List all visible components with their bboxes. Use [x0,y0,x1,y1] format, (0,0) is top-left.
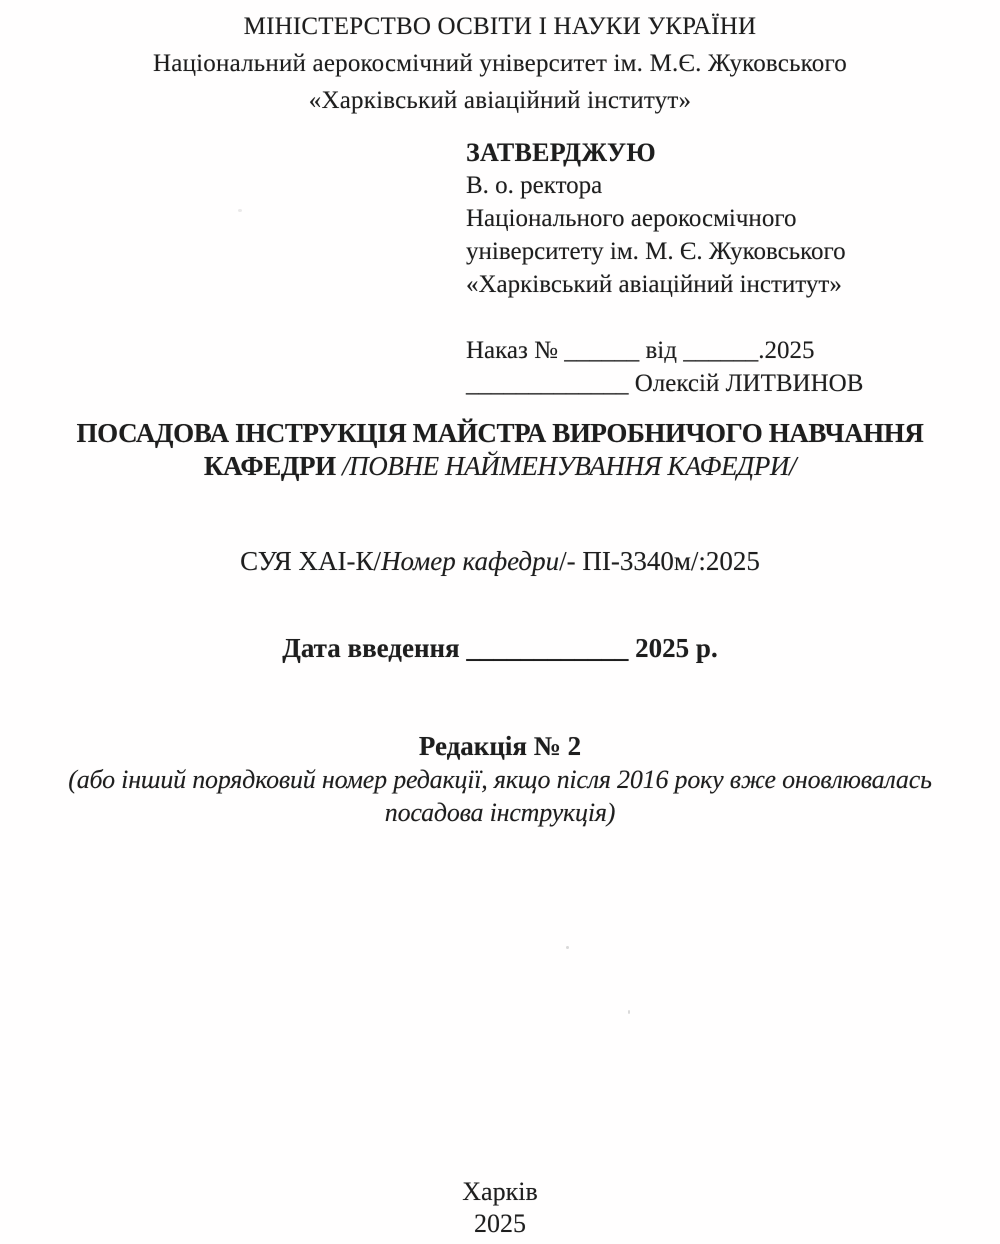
doc-title-line-2 [0,450,1000,483]
revision-note-line-1: (або інший порядковий номер редакції, якщо після 2016 року вже оновлювалась [68,765,932,794]
doc-title-department-word: КАФЕДРИ [203,451,336,481]
document-footer [0,1176,1000,1240]
doc-title-line-1: ПОСАДОВА ІНСТРУКЦІЯ МАЙСТРА ВИРОБНИЧОГО НАВЧАННЯ [76,418,924,448]
revision-heading: Редакція № 2 [418,731,582,761]
footer-city: Харків [462,1177,538,1206]
revision-note-line-2: посадова інструкція) [384,798,616,827]
intro-date-year: 2025 р. [635,633,718,663]
approval-block [466,136,863,400]
footer-year: 2025 [474,1209,526,1238]
scan-speck [238,209,242,212]
document-header [0,8,1000,119]
scan-speck [628,1010,630,1014]
signature-line [466,367,863,400]
institute-line: «Харківський авіаційний інститут» [308,87,692,114]
doc-title-department-placeholder: /ПОВНЕ НАЙМЕНУВАННЯ КАФЕДРИ/ [342,451,797,481]
approval-org-line-2: університету ім. М. Є. Жуковського [466,238,846,265]
approval-org-line-3: «Харківський авіаційний інститут» [466,271,842,298]
revision-block [0,729,1000,829]
approval-spacer [466,301,863,334]
scan-speck [566,946,569,949]
code-department-placeholder: Номер кафедри [381,546,560,576]
code-prefix: СУЯ ХАІ-К/ [240,546,382,576]
signature-name: Олексій ЛИТВИНОВ [634,370,864,397]
ministry-line: МІНІСТЕРСТВО ОСВІТИ І НАУКИ УКРАЇНИ [243,13,757,40]
signature-blank: _____________ [466,370,629,397]
university-line: Національний аерокосмічний університет ім. М.Є. Жуковського [153,50,847,77]
approval-org-line-1: Національного аерокосмічного [466,205,797,232]
order-number-line: Наказ № ______ від ______.2025 [466,337,815,364]
code-suffix: /- ПІ-3340м/:2025 [559,546,760,576]
intro-date-blank: ____________ [466,633,629,663]
approval-role-line: В. о. ректора [466,172,603,199]
document-title [0,417,1000,483]
intro-date-label: Дата введення [282,633,460,663]
document-code-line [0,546,1000,577]
approval-heading: ЗАТВЕРДЖУЮ [466,138,656,167]
introduction-date-line [0,633,1000,664]
